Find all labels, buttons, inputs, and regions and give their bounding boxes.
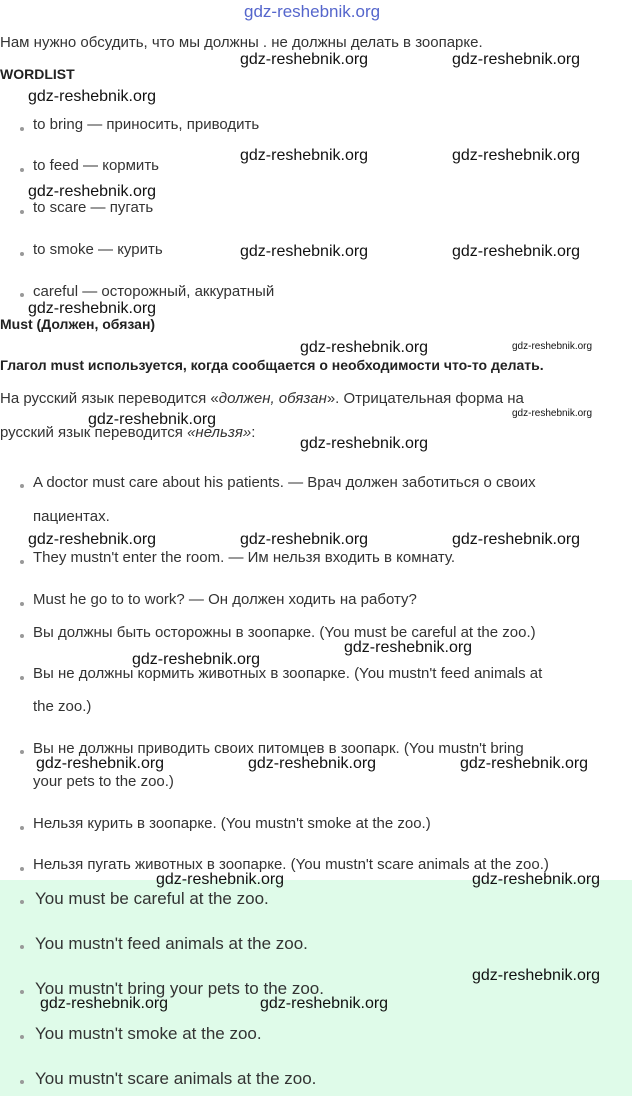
bullet (20, 210, 24, 214)
answer-item: You mustn't smoke at the zoo. (35, 1024, 262, 1043)
watermark: gdz-reshebnik.org (452, 531, 581, 548)
watermark: gdz-reshebnik.org (452, 51, 581, 68)
watermark: gdz-reshebnik.org (300, 339, 429, 356)
watermark: gdz-reshebnik.org (28, 300, 157, 317)
wordlist-heading: WORDLIST (0, 66, 75, 82)
bullet (20, 750, 24, 754)
wordlist-item: to feed — кормить (33, 157, 159, 174)
watermark: gdz-reshebnik.org (240, 51, 369, 68)
watermark: gdz-reshebnik.org (132, 651, 261, 668)
example-item: Вы должны быть осторожны в зоопарке. (You must be careful at the zoo.) (33, 624, 536, 641)
example-item: Нельзя пугать животных в зоопарке. (You mustn't scare animals at the zoo.) (33, 856, 549, 873)
grammar-rule: Глагол must используется, когда сообщается о необходимости что-то делать. (0, 357, 544, 373)
watermark: gdz-reshebnik.org (36, 755, 165, 772)
translation-line-1: На русский язык переводится «должен, обязан». Отрицательная форма на (0, 390, 524, 407)
wordlist-item: to bring — приносить, приводить (33, 116, 260, 133)
wordlist-item: careful — осторожный, аккуратный (33, 283, 275, 300)
bullet (20, 1080, 24, 1084)
bullet (20, 900, 24, 904)
watermark: gdz-reshebnik.org (460, 755, 589, 772)
watermark: gdz-reshebnik.org (40, 995, 169, 1012)
translation-line-2: русский язык переводится «нельзя»: (0, 424, 256, 441)
bullet (20, 602, 24, 606)
example-item: A doctor must care about his patients. — Врач должен заботиться о своих (33, 474, 536, 491)
example-item-continued: the zoo.) (33, 698, 92, 715)
bullet (20, 484, 24, 488)
example-item: Вы не должны кормить животных в зоопарке. (You mustn't feed animals at (33, 665, 543, 682)
answer-item: You mustn't feed animals at the zoo. (35, 934, 308, 953)
example-item-continued: пациентах. (33, 508, 110, 525)
example-item: Нельзя курить в зоопарке. (You mustn't smoke at the zoo.) (33, 815, 431, 832)
bullet (20, 1035, 24, 1039)
watermark: gdz-reshebnik.org (472, 871, 601, 888)
bullet (20, 293, 24, 297)
watermark: gdz-reshebnik.org (512, 341, 593, 352)
example-item-continued: your pets to the zoo.) (33, 773, 174, 790)
watermark: gdz-reshebnik.org (28, 183, 157, 200)
watermark: gdz-reshebnik.org (344, 639, 473, 656)
bullet (20, 634, 24, 638)
watermark: gdz-reshebnik.org (88, 411, 217, 428)
bullet (20, 826, 24, 830)
watermark: gdz-reshebnik.org (240, 531, 369, 548)
answer-item: You must be careful at the zoo. (35, 889, 269, 908)
watermark: gdz-reshebnik.org (28, 88, 157, 105)
grammar-heading: Must (Должен, обязан) (0, 316, 156, 332)
intro-text: Нам нужно обсудить, что мы должны . не должны делать в зоопарке. (0, 34, 483, 51)
bullet (20, 990, 24, 994)
watermark: gdz-reshebnik.org (248, 755, 377, 772)
example-item: They mustn't enter the room. — Им нельзя входить в комнату. (33, 549, 456, 566)
example-item: Must he go to to work? — Он должен ходить на работу? (33, 591, 417, 608)
watermark: gdz-reshebnik.org (452, 243, 581, 260)
watermark: gdz-reshebnik.org (240, 243, 369, 260)
watermark: gdz-reshebnik.org (300, 435, 429, 452)
answer-item: You mustn't bring your pets to the zoo. (35, 979, 324, 998)
bullet (20, 945, 24, 949)
watermark: gdz-reshebnik.org (28, 531, 157, 548)
watermark: gdz-reshebnik.org (156, 871, 285, 888)
watermark: gdz-reshebnik.org (260, 995, 389, 1012)
bullet (20, 560, 24, 564)
wordlist-item: to scare — пугать (33, 199, 154, 216)
bullet (20, 168, 24, 172)
watermark: gdz-reshebnik.org (240, 147, 369, 164)
watermark: gdz-reshebnik.org (472, 967, 601, 984)
example-item: Вы не должны приводить своих питомцев в зоопарк. (You mustn't bring (33, 740, 524, 757)
watermark: gdz-reshebnik.org (452, 147, 581, 164)
bullet (20, 867, 24, 871)
bullet (20, 127, 24, 131)
watermark: gdz-reshebnik.org (512, 408, 593, 419)
answer-item: You mustn't scare animals at the zoo. (35, 1069, 317, 1088)
wordlist-item: to smoke — курить (33, 241, 163, 258)
bullet (20, 676, 24, 680)
bullet (20, 252, 24, 256)
watermark-top: gdz-reshebnik.org (244, 2, 381, 21)
